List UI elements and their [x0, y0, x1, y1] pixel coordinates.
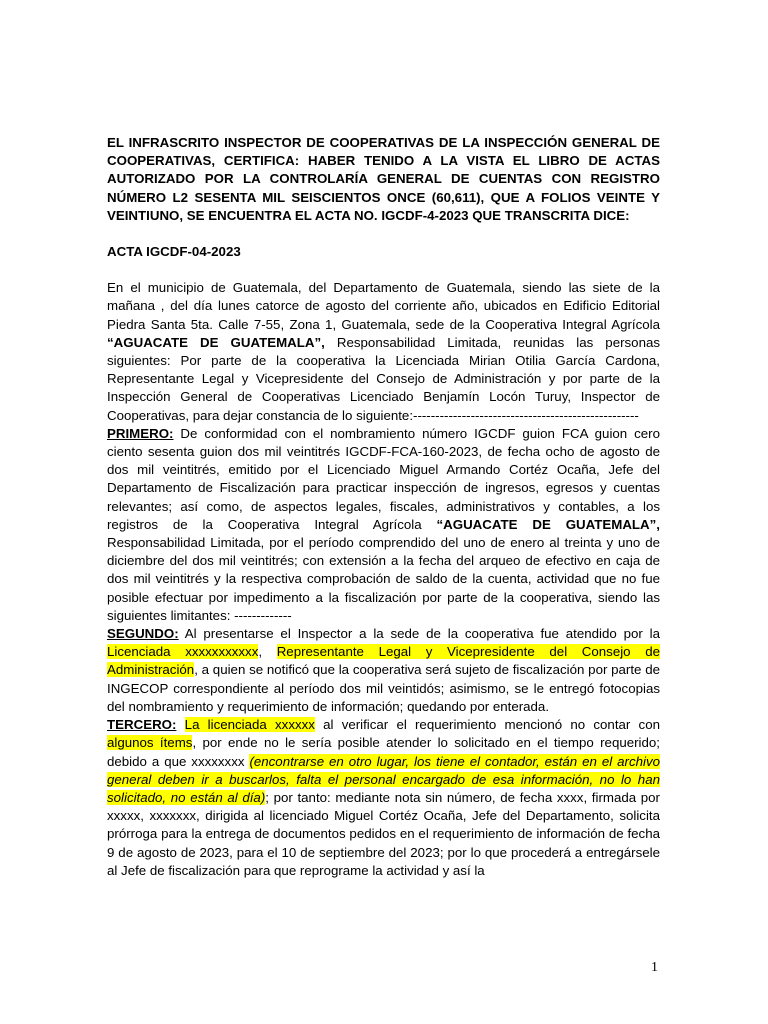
tercero-space — [176, 717, 184, 732]
highlight-reasons: (encontrarse en otro lugar, los tiene el contador, están en el archivo general deben ir a buscarlos, falta el personal encargado de esa información, no lo han solicitado, no están al día) — [107, 753, 660, 805]
document-body — [107, 134, 660, 880]
page-number: 1 — [651, 960, 658, 975]
primero-label: PRIMERO: — [107, 425, 174, 441]
highlight-licenciada: Licenciada xxxxxxxxxxx — [107, 644, 259, 660]
segundo-text-1: Al presentarse el Inspector a la sede de la cooperativa fue atendido por la — [178, 626, 660, 642]
highlight-representante: Representante Legal y Vicepresidente del Consejo de Administración — [107, 644, 661, 678]
intro-text-1: En el municipio de Guatemala, del Departamento de Guatemala, siendo las siete de la mañana , del día lunes catorce de agosto del corriente año, ubicados en Edificio Editorial Piedra Santa 5ta. Calle 7-55, Zona 1, Guatemala, sede de la Cooperativa Integral Agrícola — [107, 280, 660, 332]
tercero-text-1: al verificar el requerimiento mencionó no contar con — [314, 717, 660, 733]
intro-paragraph — [107, 279, 660, 425]
segundo-label: SEGUNDO: — [107, 626, 179, 642]
tercero-label: TERCERO: — [107, 717, 177, 733]
tercero-text-2: , por ende no le sería posible atender lo solicitado en el tiempo requerido; debido a que xxxxxxxx — [107, 735, 660, 769]
tercero-text-3: ; por tanto: mediante nota sin número, de fecha xxxx, firmada por xxxxx, xxxxxxx, dirigida al licenciado Miguel Cortéz Ocaña, Jefe del Departamento, solicita prórroga para la entrega de documentos pedidos en el requerimiento de información de fecha 9 de agosto de 2023, para el 10 de septiembre del 2023; por lo que procederá a entregársele al Jefe de fiscalización para que reprograme la actividad y así la — [107, 789, 660, 878]
cooperative-name: “AGUACATE DE GUATEMALA”, — [436, 516, 660, 532]
highlight-items: algunos ítems — [107, 735, 193, 751]
intro-text-2: Responsabilidad Limitada, reunidas las personas siguientes: Por parte de la cooperativa la Licenciada Mirian Otilia García Cardona, Representante Legal y Vicepresidente del Consejo de Administración y por parte de la Inspección General de Cooperativas Licenciado Benjamín Locón Turuy, Inspector de Cooperativas, para dejar constancia de lo siguiente:--------------------------------------------------- — [107, 334, 661, 423]
acta-title: ACTA IGCDF-04-2023 — [107, 244, 241, 260]
highlight-licenciada-name: La licenciada xxxxxx — [184, 717, 315, 733]
segundo-text-2: , a quien se notificó que la cooperativa será sujeto de fiscalización por parte de INGECOP correspondiente al período dos mil veintidós; asimismo, se le entregó fotocopias del nombramiento y requerimiento de información; quedando por enterada. — [107, 662, 660, 714]
primero-text-1: De conformidad con el nombramiento número IGCDF guion FCA guion cero ciento sesenta guion dos mil veintitrés IGCDF-FCA-160-2023, de fecha ocho de agosto de dos mil veintitrés, emitido por el Licenciado Miguel Armando Cortéz Ocaña, Jefe del Departamento de Fiscalización para practicar inspección de ingresos, egresos y cuentas relevantes; así como, de aspectos legales, fiscales, administrativos y contables, a los registros de la Cooperativa Integral Agrícola — [107, 425, 660, 532]
cooperative-name: “AGUACATE DE GUATEMALA”, — [107, 334, 325, 350]
segundo-separator: , — [258, 644, 277, 660]
primero-text-2: Responsabilidad Limitada, por el período comprendido del uno de enero al treinta y uno de diciembre del dos mil veintitrés; con extensión a la fecha del arqueo de efectivo en caja de dos mil veintitrés y la respectiva comprobación de saldo de la cuenta, actividad que no fue posible efectuar por impedimento a la fiscalización por parte de la cooperativa, siendo las siguientes limitantes: ------------- — [107, 535, 660, 623]
segundo-paragraph — [107, 625, 660, 716]
certification-heading: EL INFRASCRITO INSPECTOR DE COOPERATIVAS DE LA INSPECCIÓN GENERAL DE COOPERATIVAS, CERTIFICA: HABER TENIDO A LA VISTA EL LIBRO DE ACTAS AUTORIZADO POR LA CONTROLARÍA GENERAL DE CUENTAS CON REGISTRO NÚMERO L2 SESENTA MIL SEISCIENTOS ONCE (60,611), QUE A FOLIOS VEINTE Y VEINTIUNO, SE ENCUENTRA EL ACTA NO. IGCDF-4-2023 QUE TRANSCRITA DICE: — [107, 135, 660, 223]
tercero-paragraph — [107, 716, 660, 880]
primero-paragraph — [107, 425, 660, 625]
